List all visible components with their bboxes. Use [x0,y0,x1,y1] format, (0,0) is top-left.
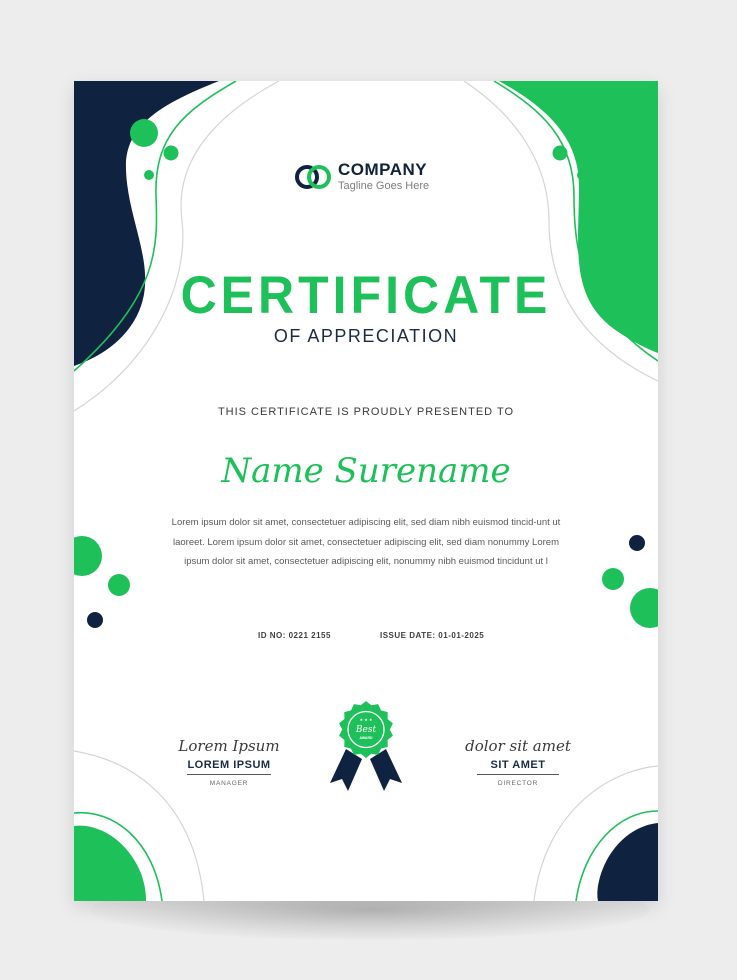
certificate-body-text: Lorem ipsum dolor sit amet, consectetuer adipiscing elit, sed diam nibh euismod tincid-unt ut laoreet. Lorem ipsum dolor sit amet, consectetuer adipiscing elit, sed diam nonummy Lorem ipsum dolor sit amet, consectetuer adipiscing elit, nonummy nibh euismod tincidunt ut l [171,517,561,567]
recipient-name: Name Surename [221,451,511,491]
certificate-subtitle: OF APPRECIATION [273,326,459,346]
bottom-left-green-shape [74,826,146,901]
company-tagline: Tagline Goes Here [338,180,430,192]
top-right-dot-medium [553,146,568,161]
signature-left [164,737,294,787]
mid-left-dot-large [74,536,102,576]
issue-date: ISSUE DATE: 01-01-2025 [380,631,485,640]
presented-to-line: THIS CERTIFICATE IS PROUDLY PRESENTED TO [217,406,515,418]
signature-right-name: SIT AMET [477,759,559,775]
mid-left-dot-navy [87,612,103,628]
seal-stars: ★ ★ ★ [359,717,373,722]
signature-left-role: MANAGER [209,780,249,787]
seal-top-text: Best [355,725,377,735]
award-seal-icon [324,701,408,795]
top-left-dot-medium [164,146,179,161]
mid-right-dot-medium [602,568,624,590]
mid-left-dot-medium [108,574,130,596]
seal-bottom-text: AWARD [359,736,373,740]
certificate-card [74,81,658,901]
id-number: ID NO: 0221 2155 [258,631,331,640]
certificate-title: CERTIFICATE [180,265,552,325]
signature-right-role: DIRECTOR [497,780,539,787]
signature-left-script: Lorem Ipsum [178,737,280,755]
top-right-dot-small [577,170,587,180]
signature-right-script: dolor sit amet [465,737,571,755]
top-left-dot-large [130,119,158,147]
signature-left-name: LOREM IPSUM [187,759,270,775]
company-logo [294,161,429,192]
top-left-dot-small [144,170,154,180]
logo-rings-icon [294,163,334,191]
signature-right [453,737,583,787]
company-name: COMPANY [338,160,428,179]
mid-right-dot-large [630,588,658,628]
mid-right-dot-navy [629,535,645,551]
